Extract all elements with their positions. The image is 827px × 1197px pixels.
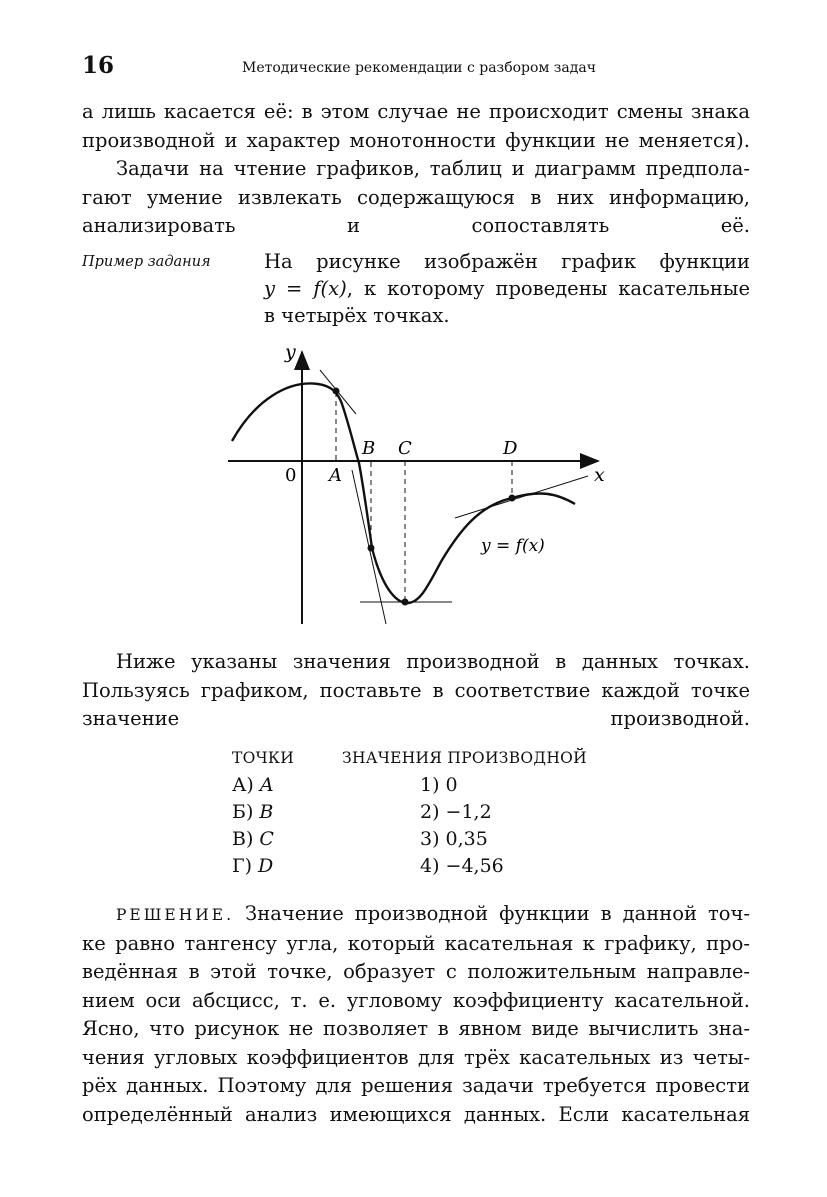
value-cell: 4) −4,56 bbox=[420, 855, 504, 877]
text-line: ведённая в этой точке, образует с положительным направле- bbox=[82, 960, 750, 983]
example-label: Пример задания bbox=[82, 254, 211, 270]
formula: y = f(x) bbox=[264, 277, 347, 300]
page-number: 16 bbox=[82, 52, 115, 79]
text-line: анализировать и сопоставлять её. bbox=[82, 214, 750, 237]
text-line: Пользуясь графиком, поставьте в соответствие каждой точке bbox=[82, 678, 750, 702]
point-B-label: B bbox=[362, 438, 376, 459]
task-paragraph bbox=[82, 648, 750, 734]
text-line: Ясно, что рисунок не позволяет в явном виде вычислить зна- bbox=[82, 1017, 750, 1040]
text-line: нием оси абсцисс, т. е. угловому коэффициенту касательной. bbox=[82, 988, 750, 1012]
text-line: РЕШЕНИЕ. Значение производной функции в данной точ- bbox=[116, 902, 750, 925]
point-C-label: C bbox=[398, 438, 412, 459]
origin-label: 0 bbox=[285, 465, 297, 486]
text-line: ке равно тангенсу угла, который касательная к графику, про- bbox=[82, 931, 750, 955]
function-curve bbox=[232, 383, 575, 603]
point-cell: Г) D bbox=[232, 855, 274, 877]
point-C-marker bbox=[402, 599, 409, 606]
value-cell: 3) 0,35 bbox=[420, 828, 488, 850]
text-line: производной и характер монотонности функции не меняется). bbox=[82, 128, 750, 152]
point-cell: В) C bbox=[232, 828, 274, 850]
header-points: ТОЧКИ bbox=[232, 749, 295, 767]
solution-paragraph bbox=[82, 900, 750, 1129]
text-line: гают умение извлекать содержащуюся в них информацию, bbox=[82, 185, 750, 209]
point-A-marker bbox=[333, 388, 340, 395]
point-cell: Б) B bbox=[232, 801, 274, 823]
point-B-marker bbox=[368, 545, 375, 552]
text-line: На рисунке изображён график функции bbox=[264, 250, 750, 273]
text-line: в четырёх точках. bbox=[264, 304, 450, 327]
text-line: Задачи на чтение графиков, таблиц и диаграмм предпола- bbox=[116, 157, 750, 180]
text-fragment: , к которому проведены касательные bbox=[346, 277, 750, 300]
text-line: Ниже указаны значения производной в данных точках. bbox=[116, 650, 750, 673]
running-head: Методические рекомендации с разбором задач bbox=[242, 60, 596, 76]
header-values: ЗНАЧЕНИЯ ПРОИЗВОДНОЙ bbox=[342, 749, 587, 767]
tangent-D bbox=[455, 476, 588, 518]
point-cell: А) A bbox=[232, 774, 274, 796]
point-D-label: D bbox=[503, 438, 518, 459]
text-line: рёх данных. Поэтому для решения задачи требуется провести bbox=[82, 1074, 750, 1097]
value-cell: 2) −1,2 bbox=[420, 801, 492, 823]
text-line: а лишь касается её: в этом случае не происходит смены знака bbox=[82, 100, 750, 123]
y-axis-label: y bbox=[285, 341, 296, 363]
text-line: чения угловых коэффициентов для трёх касательных из четы- bbox=[82, 1045, 750, 1069]
text-line: значение производной. bbox=[82, 707, 750, 730]
point-A-label: A bbox=[329, 465, 342, 486]
value-cell: 1) 0 bbox=[420, 774, 458, 796]
solution-label: РЕШЕНИЕ. bbox=[116, 906, 235, 924]
text-line: определённый анализ имеющихся данных. Если касательная bbox=[82, 1102, 750, 1126]
point-D-marker bbox=[509, 495, 516, 502]
function-label: y = f(x) bbox=[481, 536, 545, 556]
x-axis-label: x bbox=[594, 464, 605, 486]
